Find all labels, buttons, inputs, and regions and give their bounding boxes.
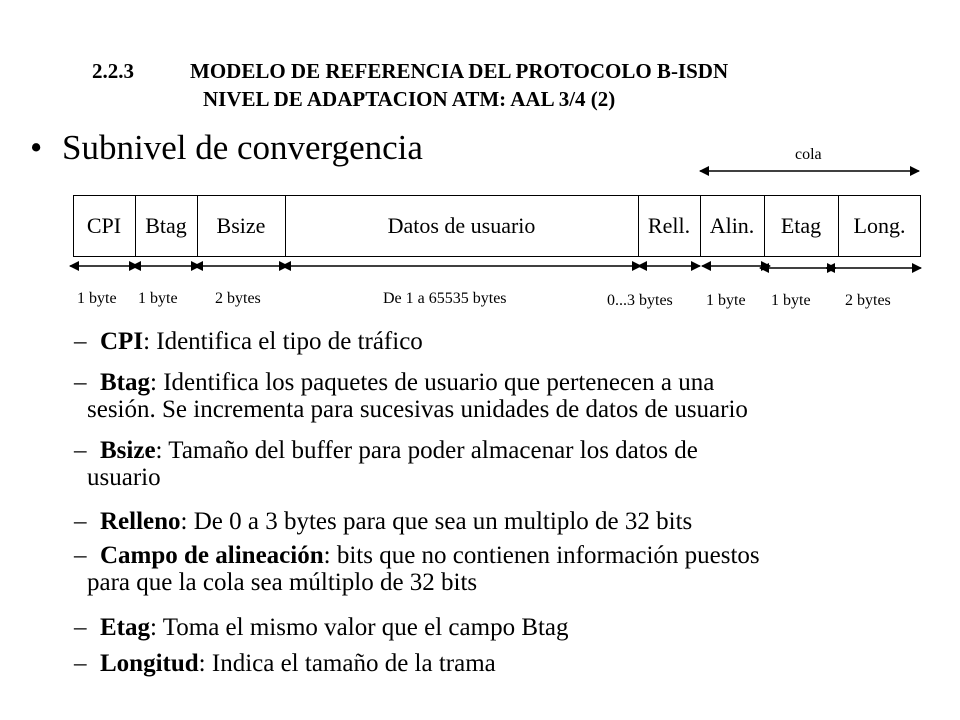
- term: Campo de alineación: [100, 542, 324, 569]
- dash-marker: –: [74, 542, 87, 569]
- definition-continuation: sesión. Se incrementa para sucesivas unidades de datos de usuario: [87, 396, 748, 423]
- list-item: [74, 369, 748, 423]
- size-label-alineacion: 1 byte: [706, 292, 746, 309]
- list-item: [74, 542, 760, 596]
- definition-text: : Identifica los paquetes de usuario que pertenecen a una: [150, 369, 715, 396]
- dash-marker: –: [74, 650, 87, 677]
- section-heading-text: Subnivel de convergencia: [62, 128, 423, 167]
- list-item: [74, 437, 698, 491]
- bullet-icon: •: [30, 128, 43, 167]
- section-number: 2.2.3: [92, 59, 134, 83]
- dash-marker: –: [74, 369, 87, 396]
- field-datos-usuario: Datos de usuario: [387, 213, 536, 238]
- title-text-1: MODELO DE REFERENCIA DEL PROTOCOLO B-ISDN: [190, 59, 729, 83]
- size-label-longitud: 2 bytes: [845, 292, 891, 309]
- definition-text: : bits que no contienen información puestos: [323, 542, 760, 569]
- definition-text: : De 0 a 3 bytes para que sea un multiplo de 32 bits: [180, 508, 693, 535]
- term: Longitud: [100, 650, 199, 677]
- field-longitud: Long.: [853, 213, 906, 238]
- size-label-relleno: 0...3 bytes: [607, 292, 673, 309]
- size-label-etag: 1 byte: [771, 292, 811, 309]
- cola-label: cola: [795, 146, 822, 163]
- field-btag: Btag: [145, 213, 187, 238]
- term: Btag: [100, 369, 150, 396]
- definition-text: : Tamaño del buffer para poder almacenar los datos de: [155, 437, 698, 464]
- size-label-bsize: 2 bytes: [215, 290, 261, 307]
- list-item: [74, 328, 423, 355]
- dash-marker: –: [74, 437, 87, 464]
- definition-text: : Toma el mismo valor que el campo Btag: [150, 614, 569, 641]
- list-item: [74, 650, 496, 677]
- field-etag: Etag: [780, 213, 822, 238]
- section-heading: [30, 128, 423, 168]
- field-cpi: CPI: [86, 213, 122, 238]
- list-item: [74, 614, 569, 641]
- size-label-datos: De 1 a 65535 bytes: [383, 290, 507, 307]
- title-line-2: NIVEL DE ADAPTACION ATM: AAL 3/4 (2): [203, 87, 616, 111]
- term: Bsize: [100, 437, 156, 464]
- definition-continuation: usuario: [87, 464, 161, 491]
- list-item: [74, 508, 692, 535]
- field-alineacion: Alin.: [709, 213, 755, 238]
- term: CPI: [100, 328, 144, 355]
- dash-marker: –: [74, 328, 87, 355]
- term: Relleno: [100, 508, 181, 535]
- field-bsize: Bsize: [216, 213, 266, 238]
- definition-text: : Indica el tamaño de la trama: [198, 650, 496, 677]
- definition-continuation: para que la cola sea múltiplo de 32 bits: [87, 569, 478, 596]
- field-relleno: Rell.: [647, 213, 691, 238]
- title-line-1: [92, 58, 728, 85]
- dash-marker: –: [74, 508, 87, 535]
- term: Etag: [100, 614, 150, 641]
- definition-text: : Identifica el tipo de tráfico: [143, 328, 423, 355]
- size-label-btag: 1 byte: [138, 290, 178, 307]
- dash-marker: –: [74, 614, 87, 641]
- size-label-cpi: 1 byte: [77, 290, 117, 307]
